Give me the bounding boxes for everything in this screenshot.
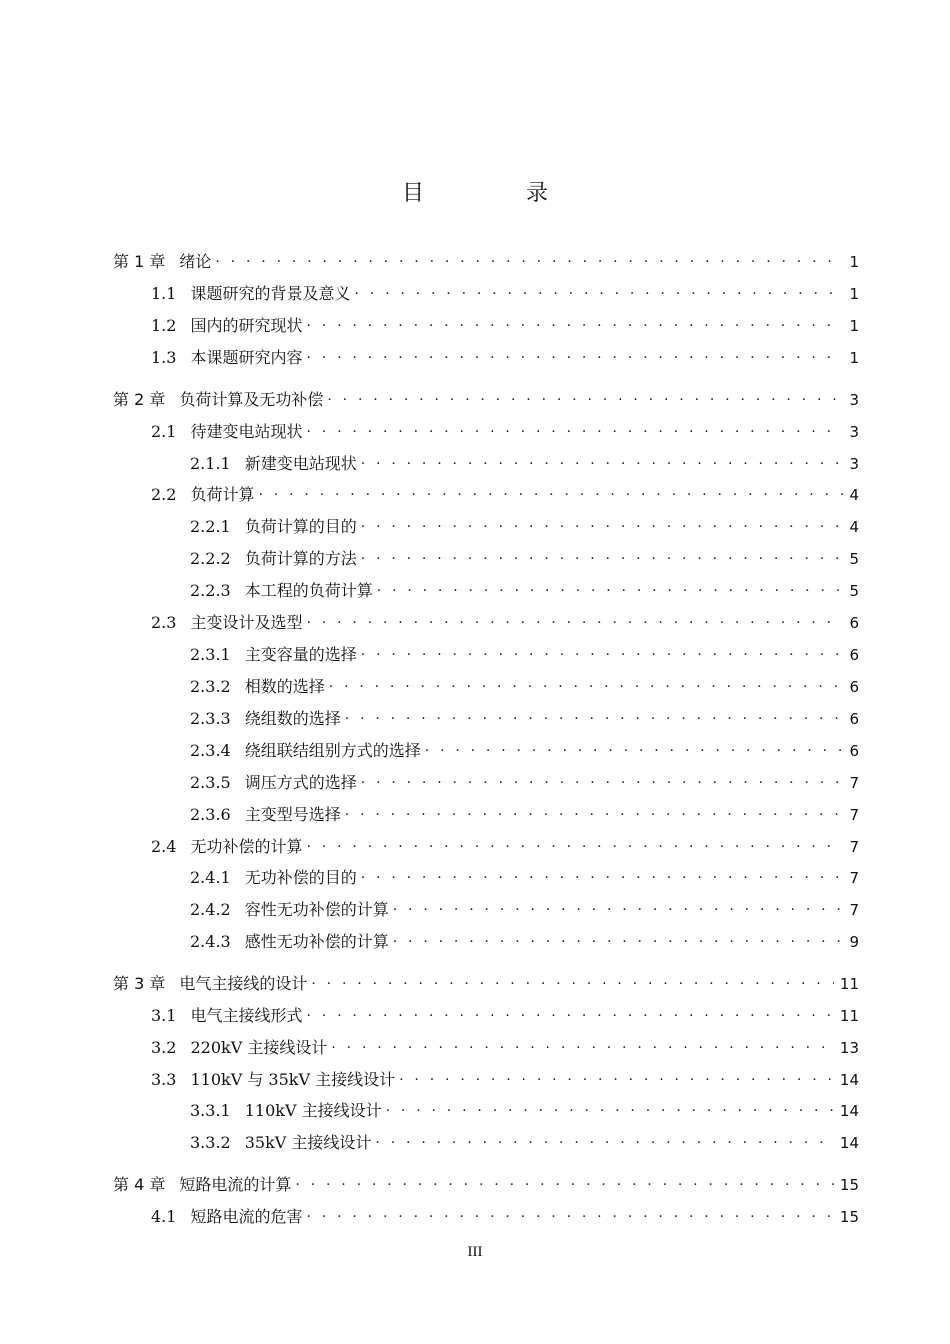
- toc-entry-label: [151, 613, 306, 633]
- toc-entry-number: 2.4.1: [190, 868, 231, 887]
- toc-entry-number: 第 1 章: [113, 252, 166, 271]
- toc-entry-label: [190, 581, 377, 601]
- toc-section-entry[interactable]: [151, 1030, 859, 1058]
- toc-entry-number: 2.4: [151, 837, 177, 856]
- dot-leader: [361, 769, 844, 789]
- toc-entry-label: [190, 805, 345, 825]
- toc-entry-number: 3.3: [151, 1070, 177, 1089]
- toc-page-number: 3: [849, 391, 859, 409]
- toc-chapter-entry[interactable]: [113, 382, 859, 410]
- toc-entry-text: 电气主接线的设计: [179, 974, 308, 993]
- toc-section-entry[interactable]: [151, 308, 859, 336]
- toc-section-entry[interactable]: [151, 1199, 859, 1227]
- toc-entry-text: 负荷计算及无功补偿: [179, 390, 324, 409]
- toc-section-entry[interactable]: [190, 541, 859, 569]
- toc-entry-text: 相数的选择: [244, 677, 325, 696]
- toc-entry-text: 负荷计算的方法: [244, 549, 357, 568]
- toc-page-number: 3: [849, 455, 859, 473]
- toc-page-number: 1: [849, 253, 859, 271]
- dot-leader: [306, 418, 843, 438]
- dot-leader: [345, 801, 844, 821]
- toc-entry-label: [190, 709, 345, 729]
- dot-leader: [258, 481, 843, 501]
- toc-page-number: 15: [839, 1176, 859, 1194]
- toc-entry-label: [190, 645, 361, 665]
- toc-entry-label: [151, 1070, 399, 1090]
- toc-entry-text: 本课题研究内容: [190, 348, 303, 367]
- dot-leader: [386, 1097, 834, 1117]
- dot-leader: [393, 896, 844, 916]
- toc-page-number: 1: [849, 285, 859, 303]
- toc-entry-text: 主变设计及选型: [190, 613, 303, 632]
- toc-entry-label: [151, 1006, 306, 1026]
- toc-section-entry[interactable]: [151, 276, 859, 304]
- toc-section-entry[interactable]: [190, 446, 859, 474]
- toc-section-entry[interactable]: [190, 860, 859, 888]
- toc-entry-label: [190, 549, 361, 569]
- toc-entry-label: [190, 517, 361, 537]
- toc-chapter-entry[interactable]: [113, 1167, 859, 1195]
- toc-chapter-entry[interactable]: [113, 244, 859, 272]
- toc-entry-label: [113, 1175, 295, 1195]
- toc-entry-label: [190, 900, 393, 920]
- toc-entry-label: [151, 422, 306, 442]
- toc-entry-number: 2.3.1: [190, 645, 231, 664]
- toc-entry-label: [151, 348, 306, 368]
- toc-section-entry[interactable]: [151, 829, 859, 857]
- toc-page-number: 6: [849, 646, 859, 664]
- toc-entry-text: 短路电流的危害: [190, 1207, 303, 1226]
- toc-entry-number: 3.1: [151, 1006, 177, 1025]
- toc-page-number: 5: [849, 582, 859, 600]
- toc-entry-number: 2.2.2: [190, 549, 231, 568]
- toc-entry-label: [190, 932, 393, 952]
- dot-leader: [306, 833, 843, 853]
- dot-leader: [311, 970, 834, 990]
- toc-entry-number: 2.3.3: [190, 709, 231, 728]
- toc-page-number: 9: [849, 933, 859, 951]
- toc-page-number: 3: [849, 423, 859, 441]
- toc-entry-number: 2.2: [151, 485, 177, 504]
- toc-page-number: 6: [849, 710, 859, 728]
- toc-entry-number: 2.2.1: [190, 517, 231, 536]
- toc-page-number: 11: [839, 975, 859, 993]
- dot-leader: [393, 928, 844, 948]
- toc-entry-text: 电气主接线形式: [190, 1006, 303, 1025]
- toc-page-number: 7: [849, 869, 859, 887]
- toc-entry-text: 110kV 主接线设计: [244, 1101, 382, 1120]
- toc-section-entry[interactable]: [190, 765, 859, 793]
- toc-entry-text: 容性无功补偿的计算: [244, 900, 389, 919]
- toc-page-number: 7: [849, 901, 859, 919]
- toc-entry-text: 负荷计算: [190, 485, 255, 504]
- toc-entry-text: 35kV 主接线设计: [244, 1133, 372, 1152]
- toc-section-entry[interactable]: [151, 605, 859, 633]
- toc-entry-number: 2.2.3: [190, 581, 231, 600]
- toc-entry-label: [113, 390, 327, 410]
- toc-page-number: 4: [849, 486, 859, 504]
- toc-page-number: 7: [849, 838, 859, 856]
- toc-entry-number: 第 4 章: [113, 1175, 166, 1194]
- toc-entry-text: 待建变电站现状: [190, 422, 303, 441]
- toc-entry-label: [151, 485, 258, 505]
- toc-entry-label: [113, 252, 215, 272]
- toc-page-number: 5: [849, 550, 859, 568]
- toc-page-number: 1: [849, 349, 859, 367]
- toc-entry-number: 2.4.2: [190, 900, 231, 919]
- toc-entry-label: [151, 316, 306, 336]
- toc-section-entry[interactable]: [190, 797, 859, 825]
- toc-entry-label: [151, 1038, 331, 1058]
- toc-entry-label: [190, 677, 329, 697]
- dot-leader: [327, 386, 843, 406]
- dot-leader: [399, 1066, 834, 1086]
- toc-entry-number: 3.3.2: [190, 1133, 231, 1152]
- toc-section-entry[interactable]: [190, 1093, 859, 1121]
- toc-entry-text: 新建变电站现状: [244, 454, 357, 473]
- toc-page-number: 14: [839, 1071, 859, 1089]
- dot-leader: [306, 312, 843, 332]
- page-number-footer: III: [467, 1244, 483, 1260]
- dot-leader: [306, 344, 843, 364]
- toc-page-number: 14: [839, 1102, 859, 1120]
- toc-entry-label: [151, 1207, 306, 1227]
- toc-page-number: 6: [849, 678, 859, 696]
- toc-entry-text: 绕组联结组别方式的选择: [244, 741, 421, 760]
- dot-leader: [345, 705, 844, 725]
- toc-title: 目 录: [401, 181, 588, 206]
- toc-entry-label: [151, 837, 306, 857]
- toc-page-number: 1: [849, 317, 859, 335]
- toc-section-entry[interactable]: [190, 1125, 859, 1153]
- toc-entry-number: 第 2 章: [113, 390, 166, 409]
- toc-entry-number: 2.3.6: [190, 805, 231, 824]
- toc-entry-number: 4.1: [151, 1207, 177, 1226]
- toc-entry-number: 2.3.4: [190, 741, 231, 760]
- toc-entry-text: 无功补偿的目的: [244, 868, 357, 887]
- dot-leader: [215, 248, 843, 268]
- toc-entry-number: 1.3: [151, 348, 177, 367]
- toc-entry-text: 感性无功补偿的计算: [244, 932, 389, 951]
- toc-page-number: 15: [839, 1208, 859, 1226]
- toc-entry-text: 绪论: [179, 252, 212, 271]
- toc-entry-label: [190, 1101, 386, 1121]
- toc-section-entry[interactable]: [151, 1062, 859, 1090]
- toc-entry-number: 2.4.3: [190, 932, 231, 951]
- toc-entry-number: 1.2: [151, 316, 177, 335]
- dot-leader: [306, 1203, 833, 1223]
- toc-section-entry[interactable]: [190, 637, 859, 665]
- toc-entry-number: 2.3: [151, 613, 177, 632]
- toc-entry-number: 1.1: [151, 284, 177, 303]
- dot-leader: [375, 1129, 833, 1149]
- toc-entry-text: 220kV 主接线设计: [190, 1038, 328, 1057]
- toc-section-entry[interactable]: [151, 340, 859, 368]
- dot-leader: [361, 545, 844, 565]
- dot-leader: [377, 577, 844, 597]
- dot-leader: [354, 280, 843, 300]
- toc-entry-text: 负荷计算的目的: [244, 517, 357, 536]
- toc-entry-label: [113, 974, 311, 994]
- toc-section-entry[interactable]: [151, 998, 859, 1026]
- dot-leader: [306, 1002, 833, 1022]
- toc-section-entry[interactable]: [190, 669, 859, 697]
- toc-entry-text: 本工程的负荷计算: [244, 581, 373, 600]
- toc-page-number: 7: [849, 806, 859, 824]
- toc-section-entry[interactable]: [190, 924, 859, 952]
- dot-leader: [425, 737, 844, 757]
- toc-entry-number: 2.1: [151, 422, 177, 441]
- toc-section-entry[interactable]: [190, 701, 859, 729]
- toc-entry-label: [190, 773, 361, 793]
- toc-page-number: 7: [849, 774, 859, 792]
- toc-entry-label: [190, 454, 361, 474]
- toc-entry-text: 主变型号选择: [244, 805, 341, 824]
- toc-page-number: 14: [839, 1134, 859, 1152]
- toc-entry-text: 短路电流的计算: [179, 1175, 292, 1194]
- toc-entry-text: 绕组数的选择: [244, 709, 341, 728]
- dot-leader: [329, 673, 844, 693]
- dot-leader: [361, 641, 844, 661]
- dot-leader: [361, 450, 844, 470]
- toc-entry-number: 3.3.1: [190, 1101, 231, 1120]
- toc-entry-text: 主变容量的选择: [244, 645, 357, 664]
- toc-entry-number: 3.2: [151, 1038, 177, 1057]
- toc-entry-label: [190, 868, 361, 888]
- toc-page-number: 11: [839, 1007, 859, 1025]
- dot-leader: [295, 1171, 834, 1191]
- toc-page-number: 6: [849, 614, 859, 632]
- toc-entry-text: 110kV 与 35kV 主接线设计: [190, 1070, 396, 1089]
- toc-entry-number: 2.3.2: [190, 677, 231, 696]
- toc-entry-label: [190, 1133, 375, 1153]
- toc-entry-text: 无功补偿的计算: [190, 837, 303, 856]
- toc-section-entry[interactable]: [190, 733, 859, 761]
- toc-page-number: 6: [849, 742, 859, 760]
- dot-leader: [361, 864, 844, 884]
- toc-section-entry[interactable]: [190, 892, 859, 920]
- toc-entry-number: 第 3 章: [113, 974, 166, 993]
- dot-leader: [306, 609, 843, 629]
- toc-chapter-entry[interactable]: [113, 966, 859, 994]
- toc-page-number: 4: [849, 518, 859, 536]
- toc-entry-text: 国内的研究现状: [190, 316, 303, 335]
- toc-entry-label: [151, 284, 354, 304]
- toc-entry-text: 调压方式的选择: [244, 773, 357, 792]
- toc-entry-text: 课题研究的背景及意义: [190, 284, 351, 303]
- toc-entry-number: 2.1.1: [190, 454, 231, 473]
- toc-entry-label: [190, 741, 425, 761]
- dot-leader: [331, 1034, 834, 1054]
- dot-leader: [361, 513, 844, 533]
- toc-entry-number: 2.3.5: [190, 773, 231, 792]
- toc-section-entry[interactable]: [151, 477, 859, 505]
- toc-page-number: 13: [839, 1039, 859, 1057]
- toc-section-entry[interactable]: [190, 573, 859, 601]
- toc-section-entry[interactable]: [190, 509, 859, 537]
- toc-section-entry[interactable]: [151, 414, 859, 442]
